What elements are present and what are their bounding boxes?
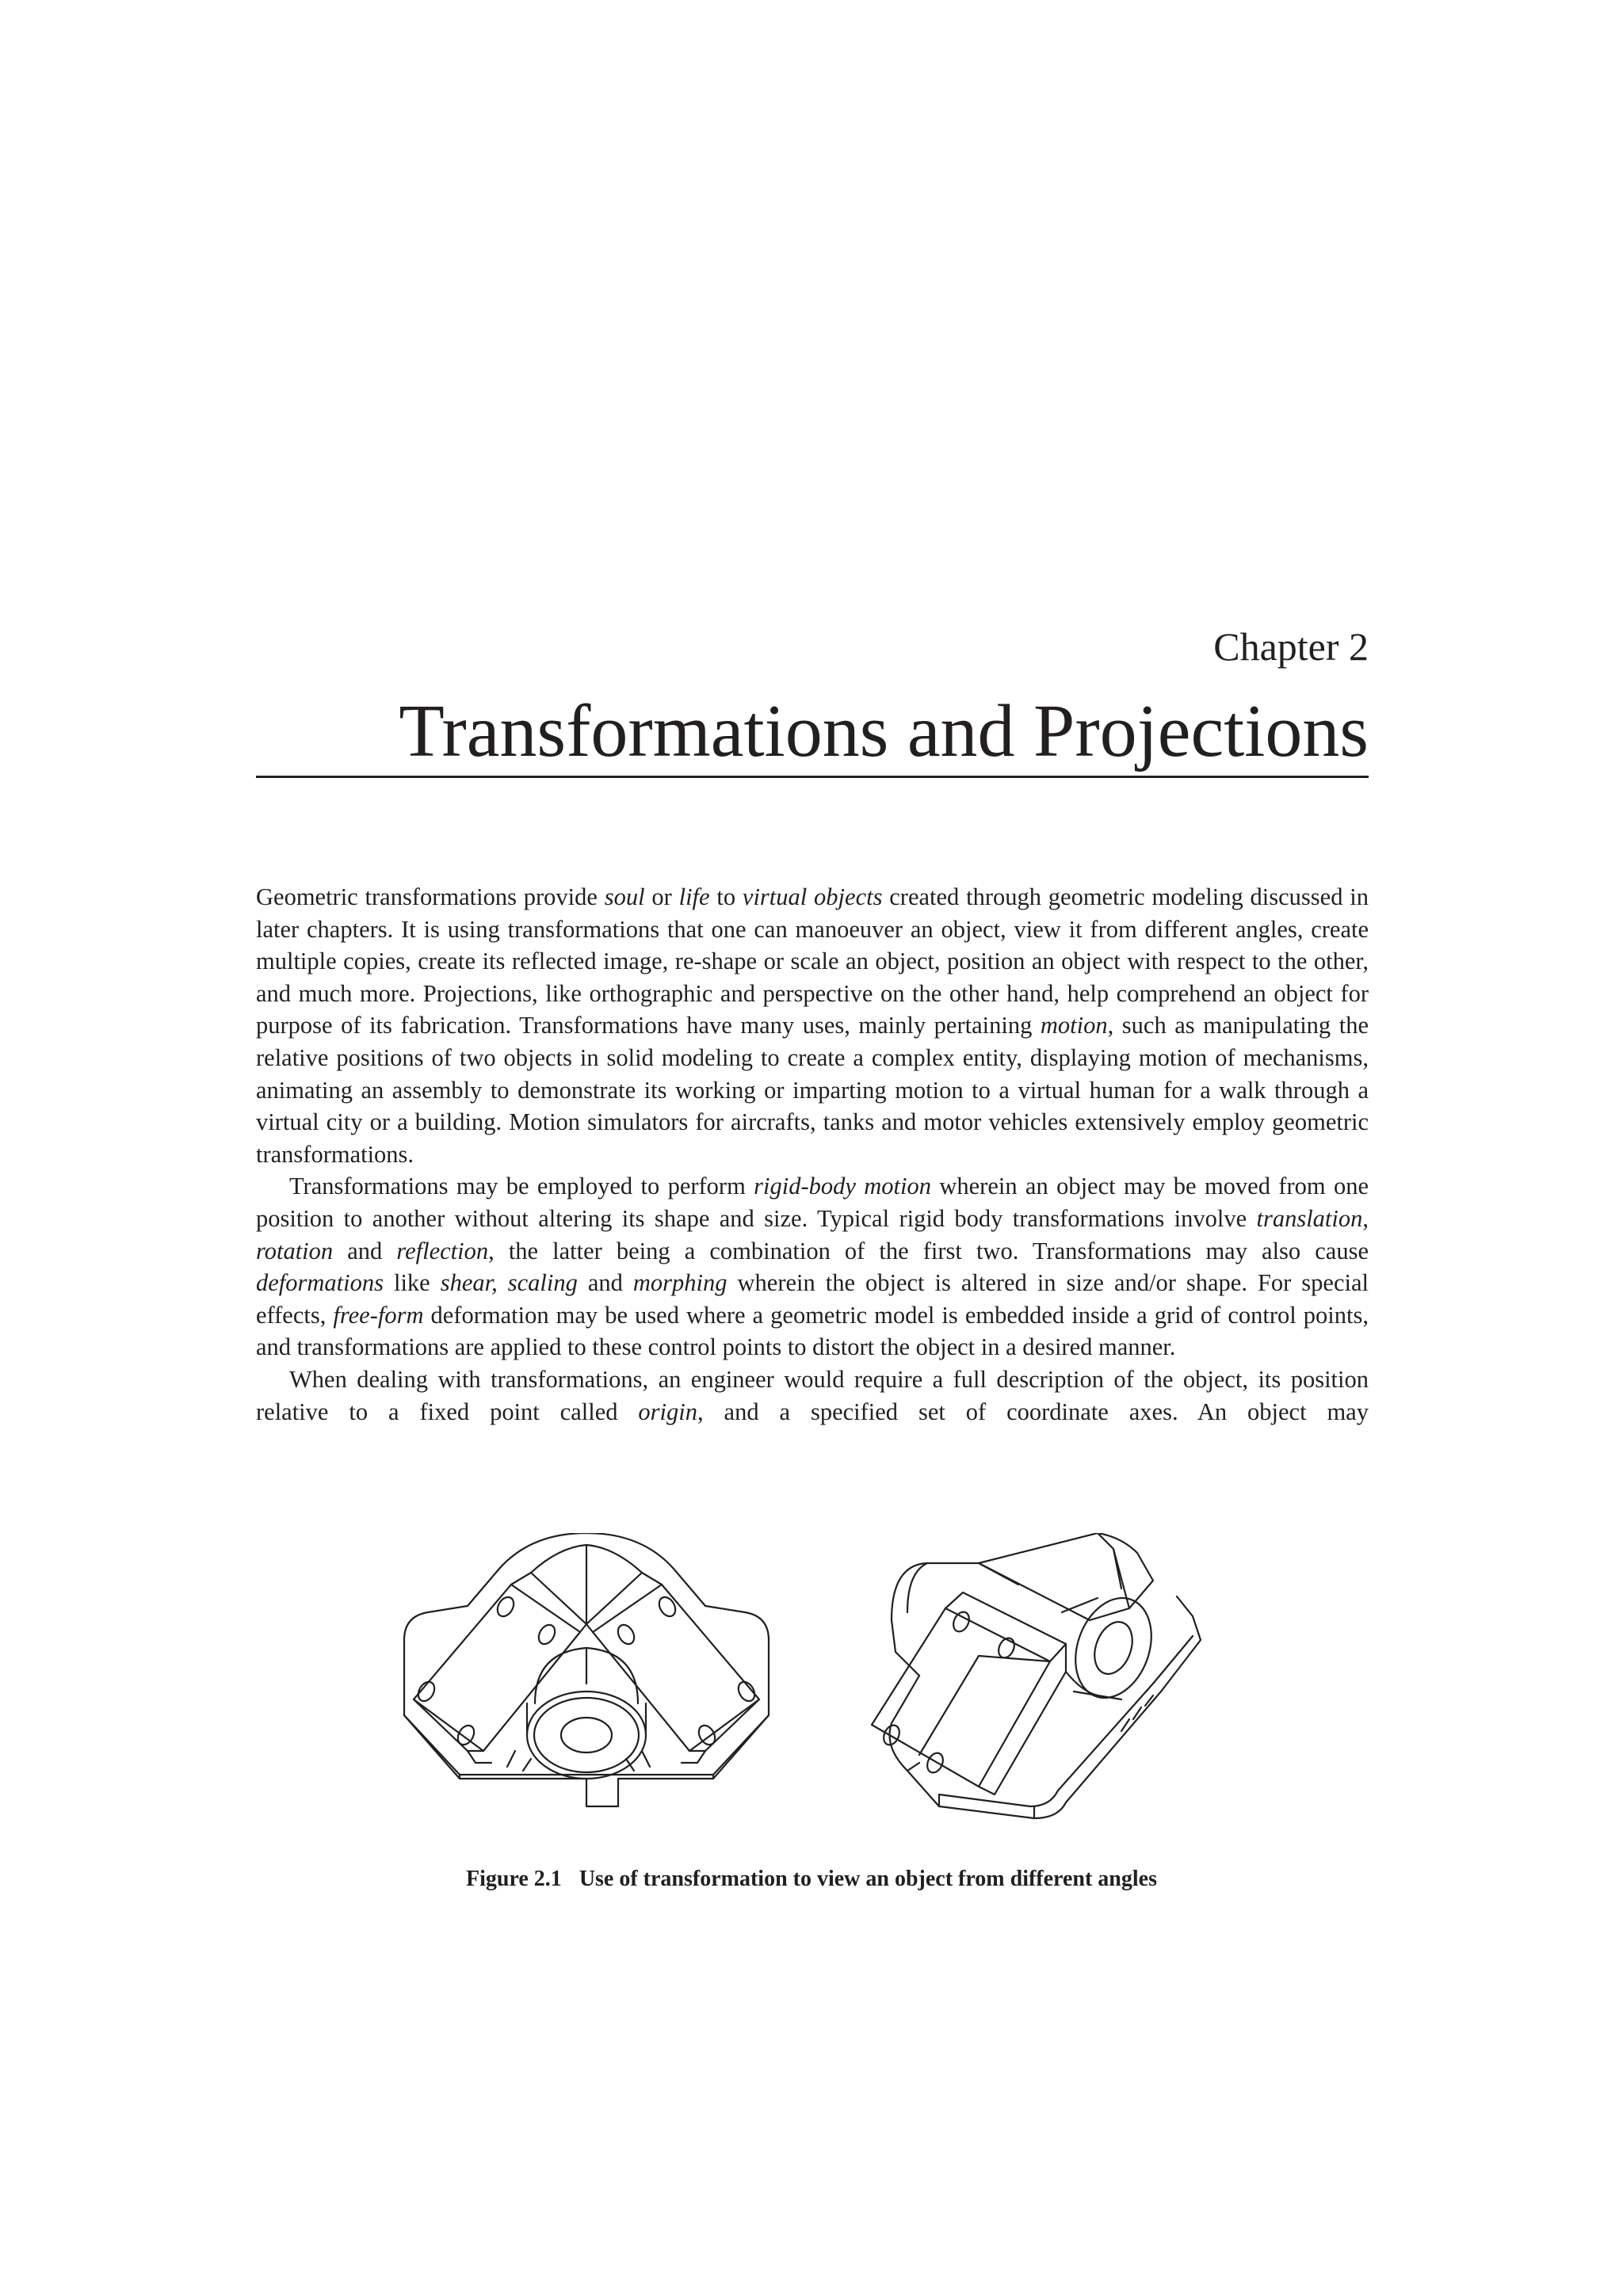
italic-term: life — [678, 883, 710, 910]
italic-term: origin — [638, 1398, 697, 1425]
figure-caption-text: Use of transformation to view an object from different angles — [579, 1867, 1157, 1891]
figure-number: Figure 2.1 — [466, 1867, 562, 1891]
italic-term: free-form — [333, 1301, 424, 1329]
title-rule — [256, 776, 1369, 778]
paragraph-2 — [256, 1170, 1369, 1363]
chapter-label: Chapter 2 — [1213, 624, 1369, 669]
italic-term: morphing — [632, 1269, 727, 1297]
paragraph-1 — [256, 881, 1369, 1170]
chapter-title: Transformations and Projections — [399, 690, 1369, 772]
text-run: Geometric transformations provide — [256, 883, 605, 910]
text-run: created through geometric modeling discussed in later chapters. It is using transformations that one can manoeuver an object, view it from different angles, create multiple copies, create its reflected image, re-shape or scale an object, position an object with respect to the other, and much more. Projections, like orthographic and perspective on the other hand, help comprehend an object for purpose of its fabrication. Transformations have many uses, mainly pertaining — [256, 883, 1369, 1039]
paragraph-3 — [256, 1363, 1369, 1428]
italic-term: soul — [604, 883, 645, 910]
italic-term: shear, scaling — [440, 1269, 578, 1297]
italic-term: translation — [1256, 1204, 1363, 1232]
text-run: , — [1362, 1204, 1369, 1232]
figure-left-view — [396, 1533, 777, 1842]
italic-term: virtual objects — [742, 883, 883, 910]
text-run: Transformations may be employed to perform — [289, 1173, 754, 1200]
text-run: When dealing with transformations, an engineer would require a full description of the object, its position relative to a fixed point called — [256, 1365, 1369, 1425]
text-run: , the latter being a combination of the first two. Transformations may also cause — [488, 1237, 1369, 1264]
text-run: and — [577, 1269, 633, 1297]
italic-term: reflection — [396, 1237, 489, 1264]
body-text — [256, 881, 1369, 1428]
text-run: wherein an object may be moved from one position to another without altering its shape and size. Typical rigid body transformations involve — [256, 1173, 1369, 1232]
text-run: , and a specified set of coordinate axes. An object may — [697, 1398, 1369, 1425]
text-run: and — [333, 1237, 397, 1264]
text-run: deformation may be used where a geometric model is embedded inside a grid of control points, and transformations are applied to these control points to distort the object in a desired manner. — [256, 1301, 1369, 1361]
text-run: wherein the object is altered in size and/or shape. For special effects, — [256, 1269, 1369, 1329]
text-run: , such as manipulating the relative positions of two objects in solid modeling to create a complex entity, displaying motion of mechanisms, animating an assembly to demonstrate its working or imparting motion to a virtual human for a walk through a virtual city or a building. Motion simulators for aircrafts, tanks and motor vehicles extensively employ geometric transformations. — [256, 1012, 1369, 1168]
italic-term: rigid-body motion — [754, 1173, 931, 1200]
figure-2-1 — [396, 1533, 1236, 1850]
text-run: or — [644, 883, 679, 910]
italic-term: deformations — [256, 1269, 384, 1297]
italic-term: motion — [1040, 1012, 1108, 1039]
figure-caption — [0, 1867, 1623, 1892]
figure-right-view — [860, 1533, 1240, 1842]
text-run: to — [709, 883, 743, 910]
text-run: like — [383, 1269, 441, 1297]
italic-term: rotation — [256, 1237, 334, 1264]
